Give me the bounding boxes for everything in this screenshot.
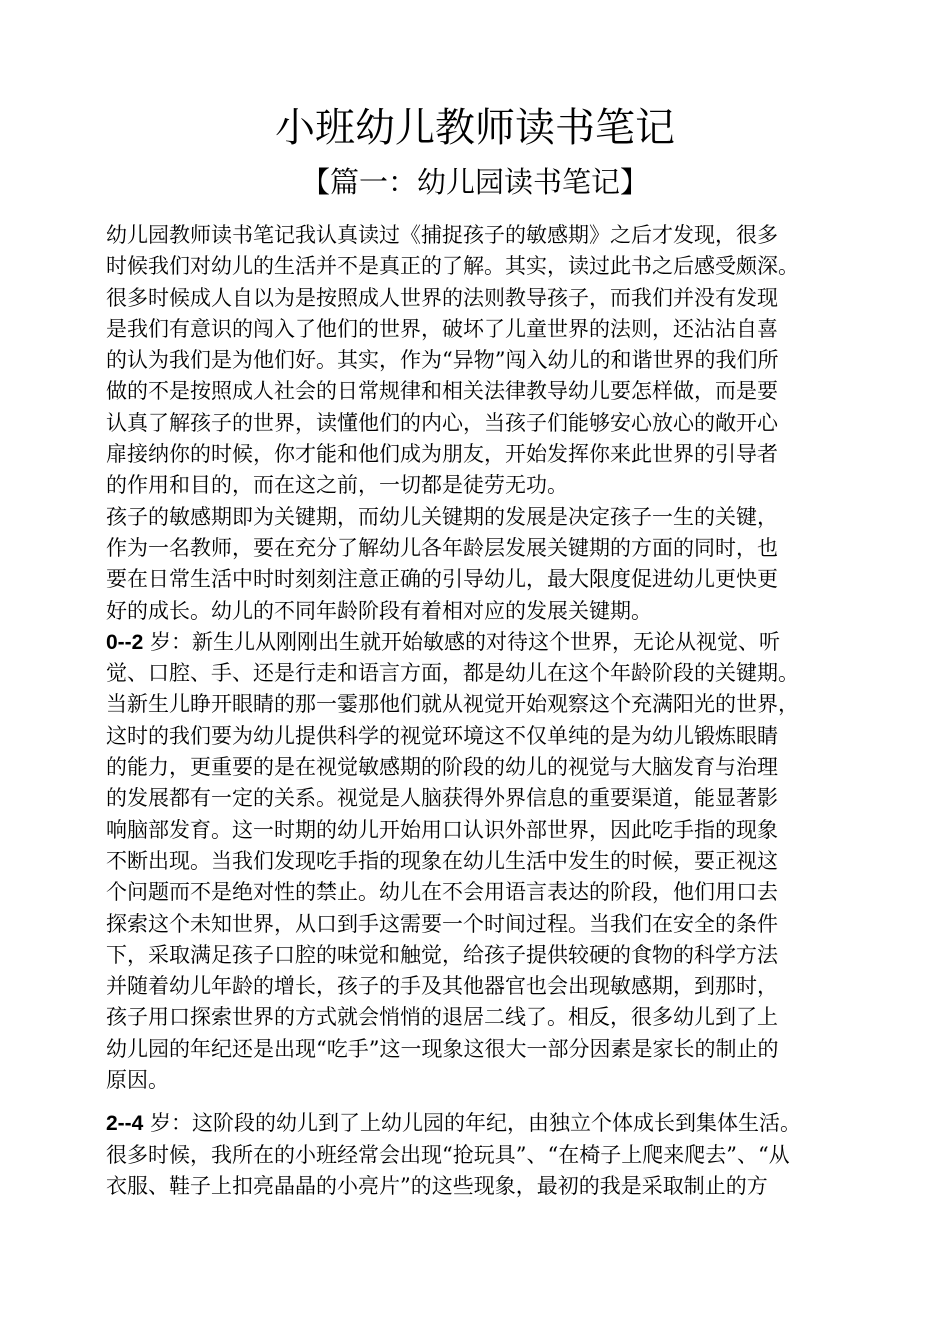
paragraph — [106, 627, 866, 1096]
paragraph-line: 的作用和目的，而在这之前，一切都是徒劳无功。 — [106, 473, 568, 498]
paragraph-line: 幼儿园的年纪还是出现“吃手”这一现象这很大一部分因素是家长的制止的 — [106, 1036, 779, 1061]
paragraph — [106, 1108, 866, 1202]
paragraph-line: 认真了解孩子的世界，读懂他们的内心，当孩子们能够安心放心的敞开心 — [106, 410, 778, 435]
paragraph-line: 时候我们对幼儿的生活并不是真正的了解。其实，读过此书之后感受颇深。 — [106, 254, 799, 279]
paragraph — [106, 502, 866, 627]
paragraph-line: 觉、口腔、手、还是行走和语言方面，都是幼儿在这个年龄阶段的关键期。 — [106, 661, 799, 686]
paragraph-line: 响脑部发育。这一时期的幼儿开始用口认识外部世界，因此吃手指的现象 — [106, 817, 778, 842]
paragraph-line: 幼儿园教师读书笔记我认真读过《捕捉孩子的敏感期》之后才发现，很多 — [106, 223, 778, 247]
paragraph-line: 要在日常生活中时时刻刻注意正确的引导幼儿，最大限度促进幼儿更快更 — [106, 567, 778, 592]
paragraph-line: 作为一名教师，要在充分了解幼儿各年龄层发展关键期的方面的同时，也 — [106, 535, 778, 560]
paragraph-line: 扉接纳你的时候，你才能和他们成为朋友，开始发挥你来此世界的引导者 — [106, 442, 778, 467]
line-text: 岁：新生儿从刚刚出生就开始敏感的对待这个世界，无论从视觉、听 — [143, 629, 781, 654]
paragraph-line: 下，采取满足孩子口腔的味觉和触觉，给孩子提供较硬的食物的科学方法 — [106, 942, 778, 967]
paragraph-line — [106, 627, 866, 658]
paragraph-line: 好的成长。幼儿的不同年龄阶段有着相对应的发展关键期。 — [106, 598, 652, 623]
paragraph — [106, 220, 866, 502]
paragraph-line: 的能力，更重要的是在视觉敏感期的阶段的幼儿的视觉与大脑发育与治理 — [106, 755, 778, 780]
paragraph-line: 原因。 — [106, 1068, 169, 1093]
age-range-label: 2--4 — [106, 1112, 144, 1136]
paragraph-line: 做的不是按照成人社会的日常规律和相关法律教导幼儿要怎样做，而是要 — [106, 379, 778, 404]
line-text: 岁：这阶段的幼儿到了上幼儿园的年纪，由独立个体成长到集体生活。 — [143, 1111, 802, 1136]
paragraph-line: 是我们有意识的闯入了他们的世界，破坏了儿童世界的法则，还沾沾自喜 — [106, 316, 778, 341]
paragraph-line: 孩子的敏感期即为关键期，而幼儿关键期的发展是决定孩子一生的关键， — [106, 504, 778, 529]
document-body — [106, 220, 866, 1202]
paragraph-line: 探索这个未知世界，从口到手这需要一个时间过程。当我们在安全的条件 — [106, 911, 778, 936]
paragraph-line: 并随着幼儿年龄的增长，孩子的手及其他器官也会出现敏感期，到那时， — [106, 974, 778, 999]
paragraph-line: 衣服、鞋子上扣亮晶晶的小亮片”的这些现象，最初的我是采取制止的方 — [106, 1173, 768, 1198]
paragraph-line: 很多时候成人自以为是按照成人世界的法则教导孩子，而我们并没有发现 — [106, 285, 778, 310]
paragraph-line: 这时的我们要为幼儿提供科学的视觉环境这不仅单纯的是为幼儿锻炼眼睛 — [106, 723, 778, 748]
paragraph-line: 的发展都有一定的关系。视觉是人脑获得外界信息的重要渠道，能显著影 — [106, 786, 778, 811]
paragraph-gap — [106, 1096, 866, 1108]
paragraph-line: 的认为我们是为他们好。其实，作为“异物”闯入幼儿的和谐世界的我们所 — [106, 348, 779, 373]
paragraph-line — [106, 1108, 866, 1139]
paragraph-line: 不断出现。当我们发现吃手指的现象在幼儿生活中发生的时候，要正视这 — [106, 848, 778, 873]
document-title: 小班幼儿教师读书笔记 — [275, 105, 675, 151]
document-subtitle: 【篇一：幼儿园读书笔记】 — [300, 165, 649, 199]
paragraph-line: 当新生儿睁开眼睛的那一霎那他们就从视觉开始观察这个充满阳光的世界， — [106, 692, 799, 717]
paragraph-line: 孩子用口探索世界的方式就会悄悄的退居二线了。相反，很多幼儿到了上 — [106, 1005, 778, 1030]
paragraph-line: 个问题而不是绝对性的禁止。幼儿在不会用语言表达的阶段，他们用口去 — [106, 880, 778, 905]
paragraph-line: 很多时候，我所在的小班经常会出现“抢玩具”、“在椅子上爬来爬去”、“从 — [106, 1142, 790, 1167]
age-range-label: 0--2 — [106, 630, 144, 654]
